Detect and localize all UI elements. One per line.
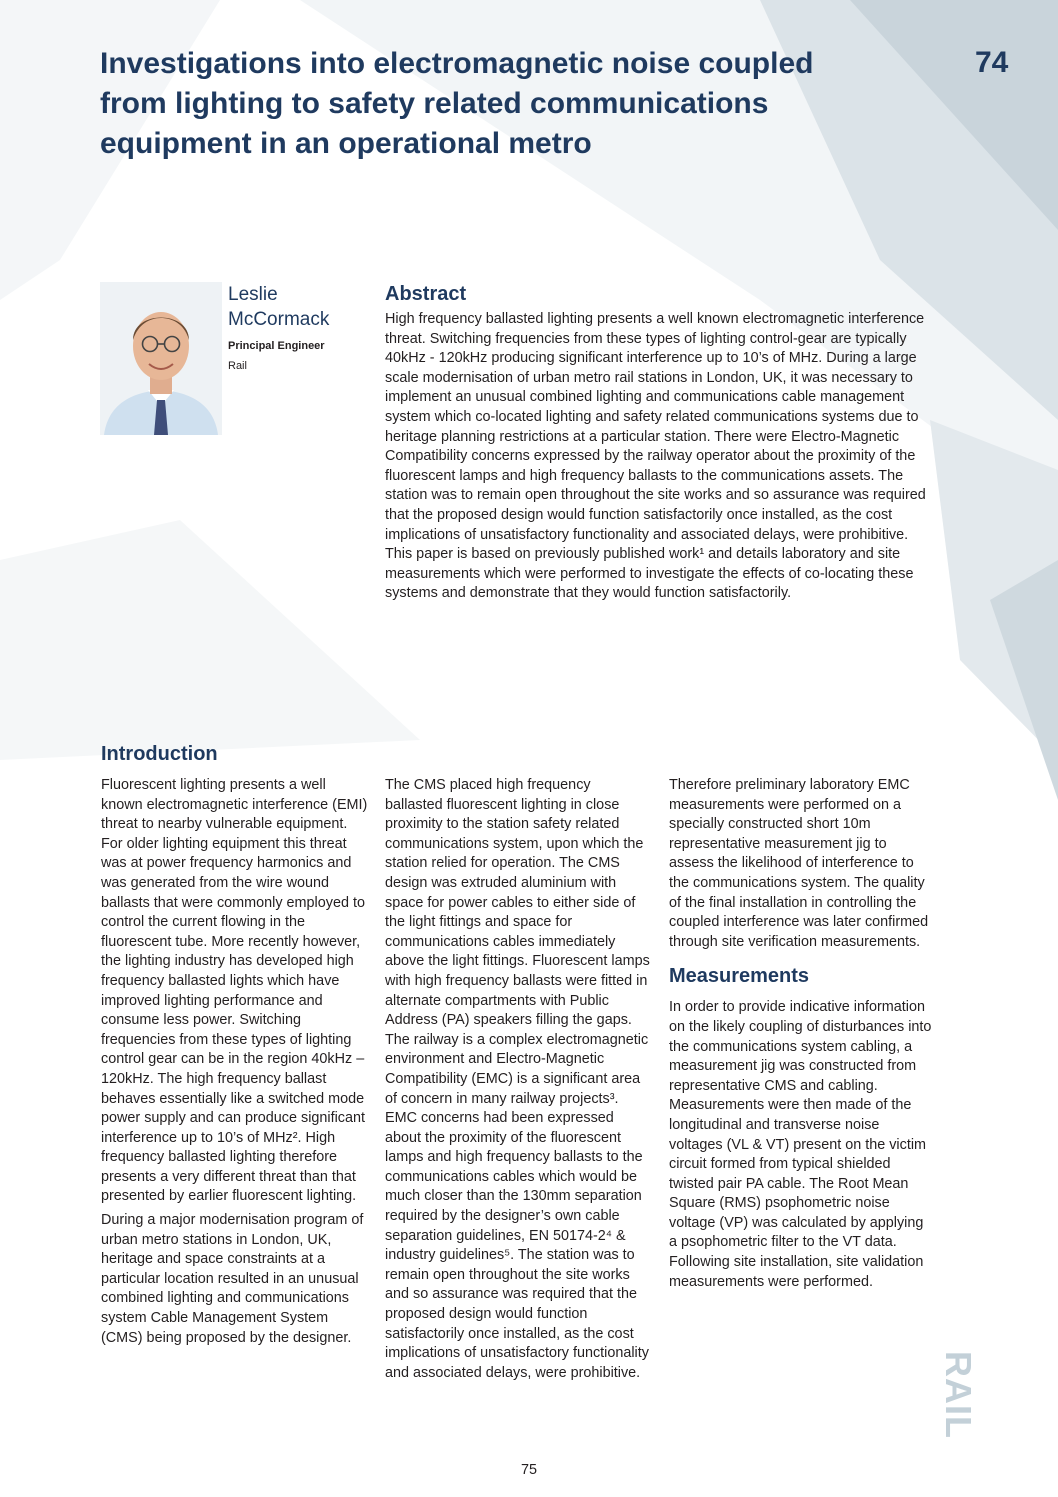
section-side-label: RAIL <box>938 1351 979 1439</box>
author-department: Rail <box>228 360 247 372</box>
author-first-name: Leslie <box>228 284 278 305</box>
page-title: Investigations into electromagnetic noise coupled from lighting to safety related communications equipment in an operational metro <box>100 47 814 160</box>
author-role: Principal Engineer <box>228 340 325 352</box>
column-3 <box>669 776 935 1296</box>
abstract-section <box>385 282 930 604</box>
author-last-name: McCormack <box>228 309 330 330</box>
introduction-paragraph-2: During a major modernisation program of urban metro stations in London, UK, heritage and space constraints at a particular location resulted in an unusual combined lighting and communications system Cable Management System (CMS) being proposed by the designer. <box>101 1212 364 1346</box>
column-1 <box>101 742 369 1352</box>
abstract-body: High frequency ballasted lighting presents a well known electromagnetic interference threat. Switching frequencies from these types of lighting control-gear are typically 40kHz - 120kHz producing significant interference up to 10’s of MHz. During a large scale modernisation of urban metro rail stations in London, UK, it was necessary to implement an unusual combined lighting and communications cable management system which co-located lighting and safety related communications systems due to heritage planning restrictions at a particular station. There were Electro-Magnetic Compatibility concerns expressed by the railway operator about the proximity of the fluorescent lamps and high frequency ballasts to the communications assets. The station was to remain open throughout the site works and so assurance was required that the proposed design would function satisfactorily once installed, as the cost implications of unsatisfactory functionality and associated delays, were prohibitive. This paper is based on previously published work¹ and details laboratory and site measurements which were performed to investigate the effects of co-locating these systems and demonstrate that they would function satisfactorily. <box>385 311 926 602</box>
abstract-heading: Abstract <box>385 283 467 305</box>
measurements-heading: Measurements <box>669 965 810 988</box>
page-badge: 74 <box>975 46 1009 79</box>
author-block <box>228 282 368 372</box>
measurements-paragraph-1: In order to provide indicative information on the likely coupling of disturbances into the communications system cabling, a measurement jig was constructed from representative CMS and cabling. Measurements were then made of the longitudinal and transverse noise voltages (VL & VT) present on the victim circuit formed from typical shielded twisted pair PA cable. The Root Mean Square (RMS) psophometric noise voltage (VP) was calculated by applying a psophometric filter to the VT data. Following site installation, site validation measurements were performed. <box>669 999 932 1290</box>
introduction-paragraph-3: The CMS placed high frequency ballasted fluorescent lighting in close proximity to the station safety related communications system, upon which the station relied for operation. The CMS design was extruded aluminium with space for power cables to either side of the light fittings and space for communications cables immediately above the light fittings. Fluorescent lamps with high frequency ballasts were fitted in alternate compartments with Public Address (PA) speakers filling the gaps. The railway is a complex electromagnetic environment and Electro-Magnetic Compatibility (EMC) is a significant area of concern in many railway projects³. EMC concerns had been expressed about the proximity of the fluorescent lamps and high frequency ballasts to the communications cables which would be much closer than the 130mm separation required by the designer’s own cable separation guidelines, EN 50174-2⁴ & industry guidelines⁵. The station was to remain open throughout the site works and so assurance was required that the proposed design would function satisfactorily once installed, as the cost implications of unsatisfactory functionality and associated delays, were prohibitive. <box>385 777 650 1381</box>
column-2 <box>385 776 651 1387</box>
author-photo <box>100 282 222 435</box>
introduction-paragraph-4: Therefore preliminary laboratory EMC measurements were performed on a specially constructed short 10m representative measurement jig to assess the likelihood of interference to the communications system. The quality of the final installation in controlling the coupled interference was later confirmed through site verification measurements. <box>669 777 929 950</box>
footer-page-number: 75 <box>520 1462 537 1478</box>
introduction-heading: Introduction <box>101 743 218 765</box>
introduction-paragraph-1: Fluorescent lighting presents a well known electromagnetic interference (EMI) threat to nearby vulnerable equipment. For older lighting equipment this threat was at power frequency harmonics and was generated from the wire wound ballasts that were commonly employed to control the current flowing in the fluorescent tube. More recently however, the lighting industry has developed high frequency ballasted lights which have improved lighting performance and consume less power. Switching frequencies from these types of lighting control gear can be in the region 40kHz – 120kHz. The high frequency ballast behaves essentially like a switched mode power supply and can produce significant interference up to 10’s of MHz². High frequency ballasted lighting therefore presents a very different threat than that presented by earlier fluorescent lighting. <box>101 777 368 1205</box>
